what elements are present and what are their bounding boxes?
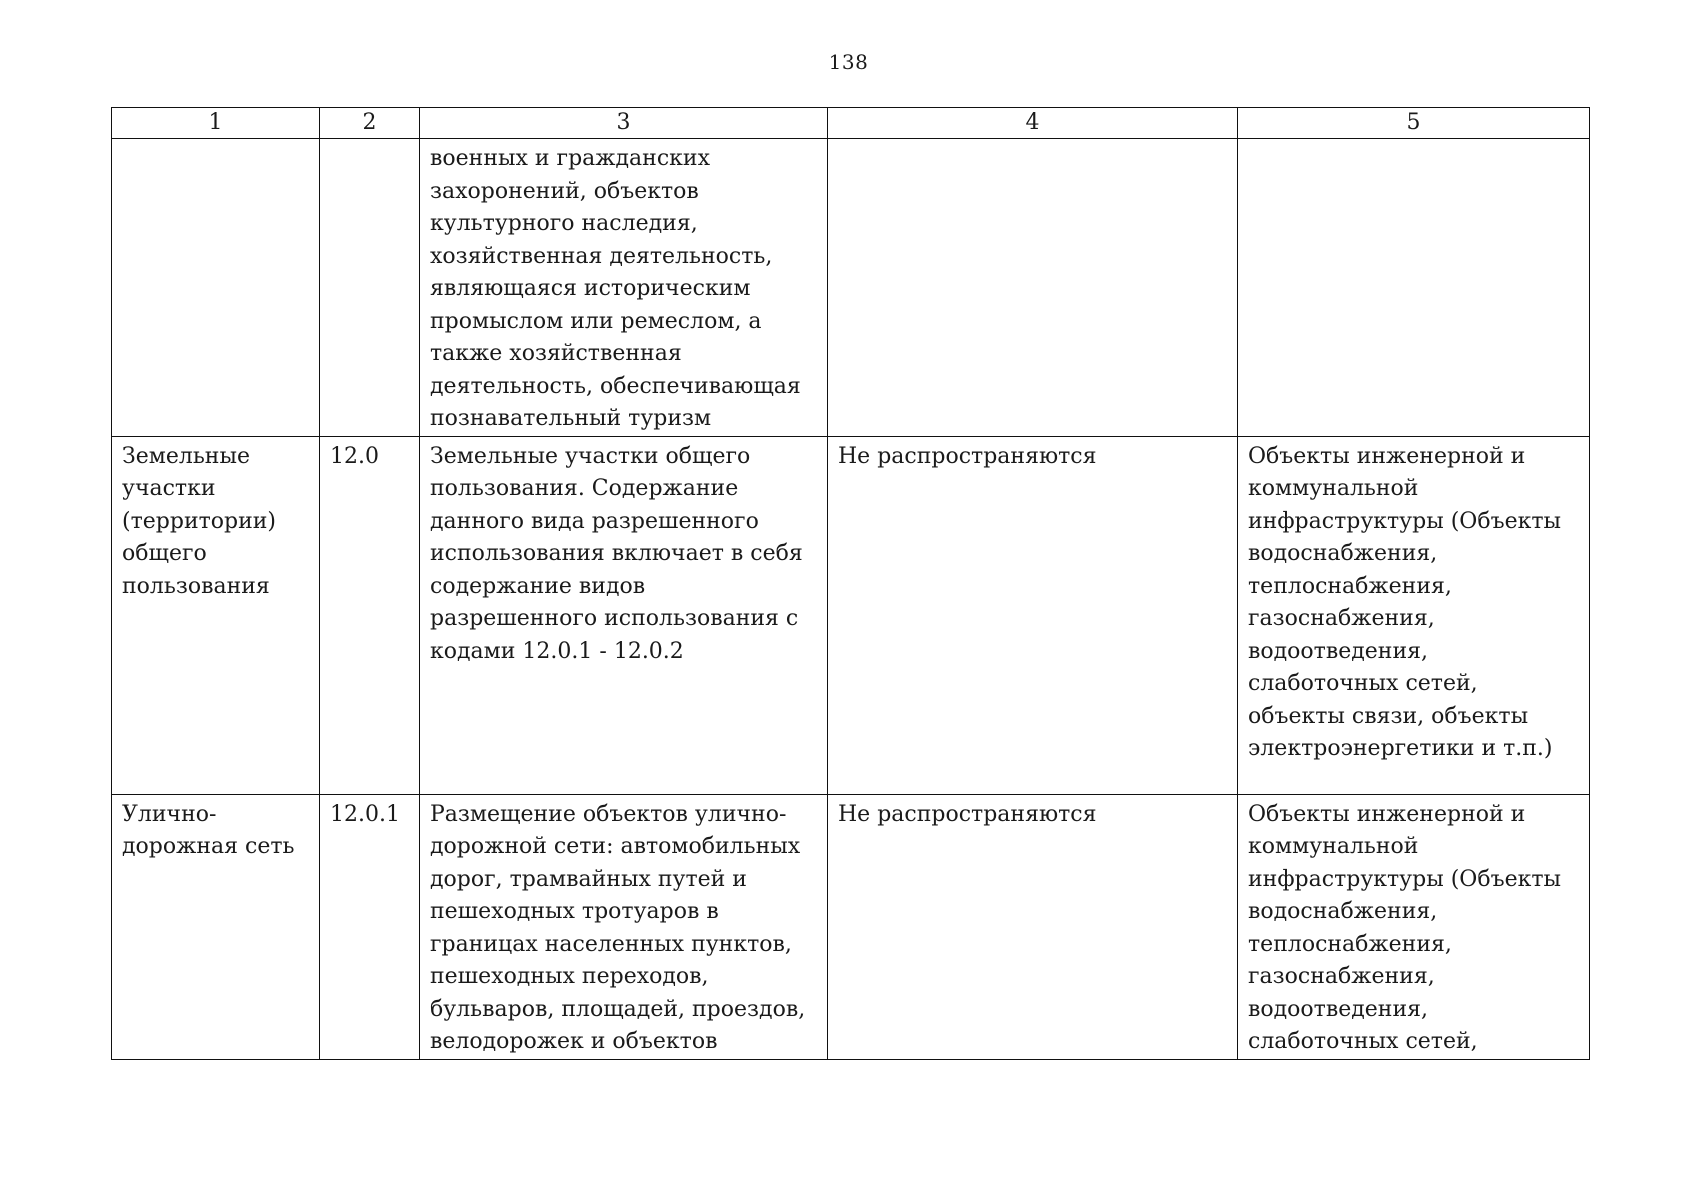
table-row <box>112 436 1590 794</box>
cell-description-text: Земельные участки общего пользования. Содержание данного вида разрешенного использования включает в себя содержание видов разрешенного использования с кодами 12.0.1 - 12.0.2 <box>430 443 803 664</box>
cell-description-text: военных и гражданских захоронений, объектов культурного наследия, хозяйственная деятельность, являющаяся историческим промыслом или ремеслом, а также хозяйственная деятельность, обеспечивающая познавательный туризм <box>430 146 801 431</box>
cell-name <box>112 794 320 1059</box>
cell-restrictions <box>828 139 1238 437</box>
cell-restrictions-text: Не распространяются <box>838 443 1097 469</box>
cell-restrictions <box>828 794 1238 1059</box>
cell-restrictions <box>828 436 1238 794</box>
cell-description <box>420 794 828 1059</box>
header-row <box>112 108 1590 139</box>
cell-objects <box>1238 794 1590 1059</box>
cell-description <box>420 139 828 437</box>
cell-name-text: Улично- дорожная сеть <box>122 801 295 859</box>
land-use-table <box>111 107 1590 1060</box>
cell-code <box>320 436 420 794</box>
cell-restrictions-text: Не распространяются <box>838 801 1097 827</box>
cell-description <box>420 436 828 794</box>
column-header-4: 4 <box>828 108 1238 139</box>
cell-code <box>320 794 420 1059</box>
cell-name <box>112 139 320 437</box>
table-row <box>112 794 1590 1059</box>
cell-description-text: Размещение объектов улично- дорожной сети: автомобильных дорог, трамвайных путей и пешеходных тротуаров в границах населенных пунктов, пешеходных переходов, бульваров, площадей, проездов, велодорожек и объектов <box>430 801 806 1054</box>
cell-code-text: 12.0 <box>330 443 379 469</box>
page-number: 138 <box>828 50 869 74</box>
cell-objects-text: Объекты инженерной и коммунальной инфраструктуры (Объекты водоснабжения, теплоснабжения, газоснабжения, водоотведения, слаботочных сетей, <box>1248 801 1562 1054</box>
cell-name-text: Земельные участки (территории) общего пользования <box>122 443 277 599</box>
column-header-2: 2 <box>320 108 420 139</box>
column-header-3: 3 <box>420 108 828 139</box>
cell-objects-text: Объекты инженерной и коммунальной инфраструктуры (Объекты водоснабжения, теплоснабжения, газоснабжения, водоотведения, слаботочных сетей, объекты связи, объекты электроэнергетики и т.п.) <box>1248 443 1562 761</box>
cell-code-text: 12.0.1 <box>330 801 400 827</box>
cell-name <box>112 436 320 794</box>
cell-objects <box>1238 139 1590 437</box>
column-header-5: 5 <box>1238 108 1590 139</box>
cell-objects <box>1238 436 1590 794</box>
table-row <box>112 139 1590 437</box>
column-header-1: 1 <box>112 108 320 139</box>
cell-code <box>320 139 420 437</box>
